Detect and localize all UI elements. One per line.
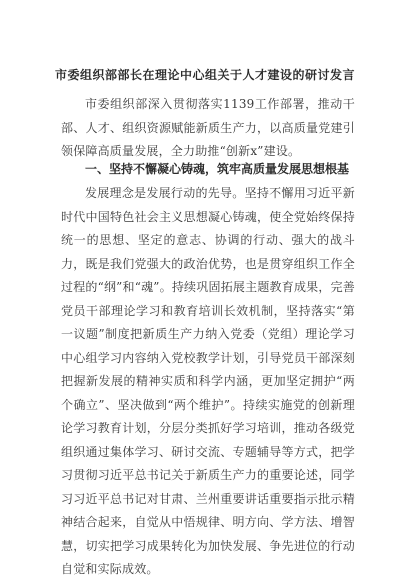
section-heading: 一、坚持不懈凝心铸魂，筑牢高质量发展思想根基	[85, 162, 350, 176]
section-body-paragraph: 发展理念是发展行动的先导。坚持不懈用习近平新时代中国特色社会主义思想凝心铸魂，使全党始终保持统一的思想、坚定的意志、协调的行动、强大的战斗力，既是我们党强大的政治优势，也是贯穿组织工作全过程的“纲”和“魂”。持续巩固拓展主题教育成果，完善党员干部理论学习和教育培训长效机制，坚持落实“第一议题”制度把新质生产力纳入党委（党组）理论学习中心组学习内容纳入党校教学计划，引导党员干部深刻把握新发展的精神实质和科学内涵，更加坚定拥护“两个确立”、坚决做到“两个维护”。持续实施党的创新理论学习教育计划，分层分类抓好学习培训，推动各级党组织通过集体学习、研讨交流、专题辅导等方式，把学习贯彻习近平总书记关于新质生产力的重要论述，同学习习近平总书记对甘肃、兰州重要讲话重要指示批示精神结合起来，自觉从中悟规律、明方向、学方法、增智慧，切实把学习成果转化为加快发展、争先进位的行动自觉和实际成效。	[61, 186, 355, 576]
document-title: 市委组织部部长在理论中心组关于人才建设的研讨发言	[54, 68, 355, 82]
intro-paragraph: 市委组织部深入贯彻落实1139工作部署，推动干部、人才、组织资源赋能新质生产力，以高质量党建引领保障高质量发展，全力助推“创新x”建设。	[61, 97, 355, 158]
